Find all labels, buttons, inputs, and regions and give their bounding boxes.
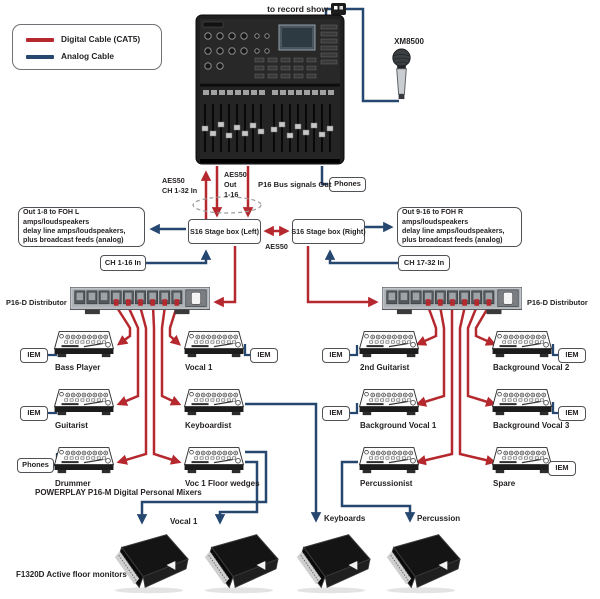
aes50-in-line1: AES50: [162, 176, 185, 185]
monitor-label-keyboards: Keyboards: [324, 514, 366, 523]
p16m-guitarist: [53, 388, 115, 419]
p16m-background-vocal-2: [491, 330, 553, 361]
iem-box-spare: IEM: [548, 461, 576, 476]
distributor-left-label: P16-D Distributor: [6, 298, 67, 307]
mic-device: [389, 48, 414, 102]
p16m-background-vocal-3: [491, 388, 553, 419]
mixer-label-bass-player: Bass Player: [55, 363, 101, 372]
console-device: [195, 14, 345, 166]
cable-iem-2nd-guitarist: [350, 345, 357, 355]
record-note: to record show: [267, 4, 328, 14]
phones-box-drummer: Phones: [17, 458, 54, 473]
monitors-caption: F1320D Active floor monitors: [16, 570, 127, 579]
iem-box-bass: IEM: [20, 348, 48, 363]
mixer-label-background-vocal-3: Background Vocal 3: [493, 421, 570, 430]
cable-stage-to-dist-right: [308, 246, 376, 302]
cable-ch-1-16: [144, 252, 206, 263]
cable-dist-l-2: [119, 306, 138, 404]
monitor-label-vocal-1: Vocal 1: [170, 517, 198, 526]
distributor-right-device: [382, 287, 522, 317]
iem-box-guitarist: IEM: [20, 406, 48, 421]
mic-label: XM8500: [394, 37, 424, 46]
stage-box-left: S16 Stage box (Left): [188, 219, 261, 244]
p16m-drummer: [53, 446, 115, 477]
aes50-in-line2: CH 1-32 In: [162, 186, 198, 195]
wedge-monitor-4: [380, 531, 462, 595]
cable-dist-l-5: [162, 306, 179, 404]
legend-analog-label: Analog Cable: [61, 51, 115, 61]
mixer-label-drummer: Drummer: [55, 479, 91, 488]
iem-box-bgv1: IEM: [322, 406, 350, 421]
p16m-bass-player: [53, 330, 115, 361]
p16m-voc1-floor-wedges: [183, 446, 245, 477]
foh-right-line2: delay line amps/loudspeakers,: [402, 227, 505, 235]
ch-1-16-box: CH 1-16 In: [100, 255, 146, 271]
distributor-right-label: P16-D Distributor: [527, 298, 588, 307]
mixer-label-background-vocal-1: Background Vocal 1: [360, 421, 437, 430]
mixer-label-keyboardist: Keyboardist: [185, 421, 232, 430]
foh-right-box: [397, 207, 522, 247]
p16m-percussionist: [358, 446, 420, 477]
wedge-monitor-3: [290, 531, 372, 595]
foh-left-line1: Out 1-8 to FOH L amps/loudspeakers: [23, 208, 90, 226]
distributor-left-device: [70, 287, 210, 317]
cable-dist-r-2: [418, 306, 444, 404]
foh-right-line1: Out 9-16 to FOH R amps/loudspeakers: [402, 208, 469, 226]
iem-box-2nd-guitarist: IEM: [322, 348, 350, 363]
legend-digital-label: Digital Cable (CAT5): [61, 34, 141, 44]
p16-bus-label: P16 Bus signals Out: [258, 180, 332, 189]
cable-dist-l-3: [119, 306, 146, 462]
legend-analog-swatch: [26, 55, 54, 59]
ch-17-32-box: CH 17-32 In: [398, 255, 450, 271]
iem-box-bgv3: IEM: [558, 406, 586, 421]
wedge-monitor-2: [198, 531, 280, 595]
p16m-2nd-guitarist: [358, 330, 420, 361]
phones-top-box: Phones: [329, 177, 366, 192]
foh-right-line3: plus broadcast feeds (analog): [402, 236, 503, 245]
aes50-out-line1: AES50: [224, 170, 247, 179]
mixer-label-spare: Spare: [493, 479, 516, 488]
foh-left-line2: delay line amps/loudspeakers,: [23, 227, 126, 235]
cable-iem-bgv1: [350, 403, 357, 413]
p16m-background-vocal-1: [358, 388, 420, 419]
p16m-vocal-1: [183, 330, 245, 361]
cable-stage-to-dist-left: [216, 246, 235, 302]
cable-ch-17-32: [330, 252, 398, 263]
wedge-monitor-1: [108, 531, 190, 595]
aes50-out-line2: Out: [224, 180, 237, 189]
stage-box-right: S16 Stage box (Right): [292, 219, 365, 244]
mixer-label-vocal-1: Vocal 1: [185, 363, 213, 372]
mixer-label-guitarist: Guitarist: [55, 421, 88, 430]
foh-left-box: [18, 207, 145, 247]
p16m-spare: [491, 446, 553, 477]
aes50-out-line3: 1-16: [224, 190, 239, 199]
legend-digital-swatch: [26, 38, 54, 42]
p16m-keyboardist: [183, 388, 245, 419]
mixers-caption: POWERPLAY P16-M Digital Personal Mixers: [35, 488, 202, 497]
mixer-label-voc1-floor-wedges: Voc 1 Floor wedges: [185, 479, 260, 488]
foh-left-line3: plus broadcast feeds (analog): [23, 236, 124, 245]
cable-dist-l-4: [153, 306, 179, 462]
stage-link-label: AES50: [265, 242, 288, 251]
iem-box-vocal-1: IEM: [250, 348, 278, 363]
iem-box-bgv2: IEM: [558, 348, 586, 363]
mixer-label-2nd-guitarist: 2nd Guitarist: [360, 363, 410, 372]
mixer-label-percussionist: Percussionist: [360, 479, 413, 488]
legend: [12, 24, 162, 70]
mixer-label-background-vocal-2: Background Vocal 2: [493, 363, 570, 372]
monitor-label-percussion: Percussion: [417, 514, 461, 523]
